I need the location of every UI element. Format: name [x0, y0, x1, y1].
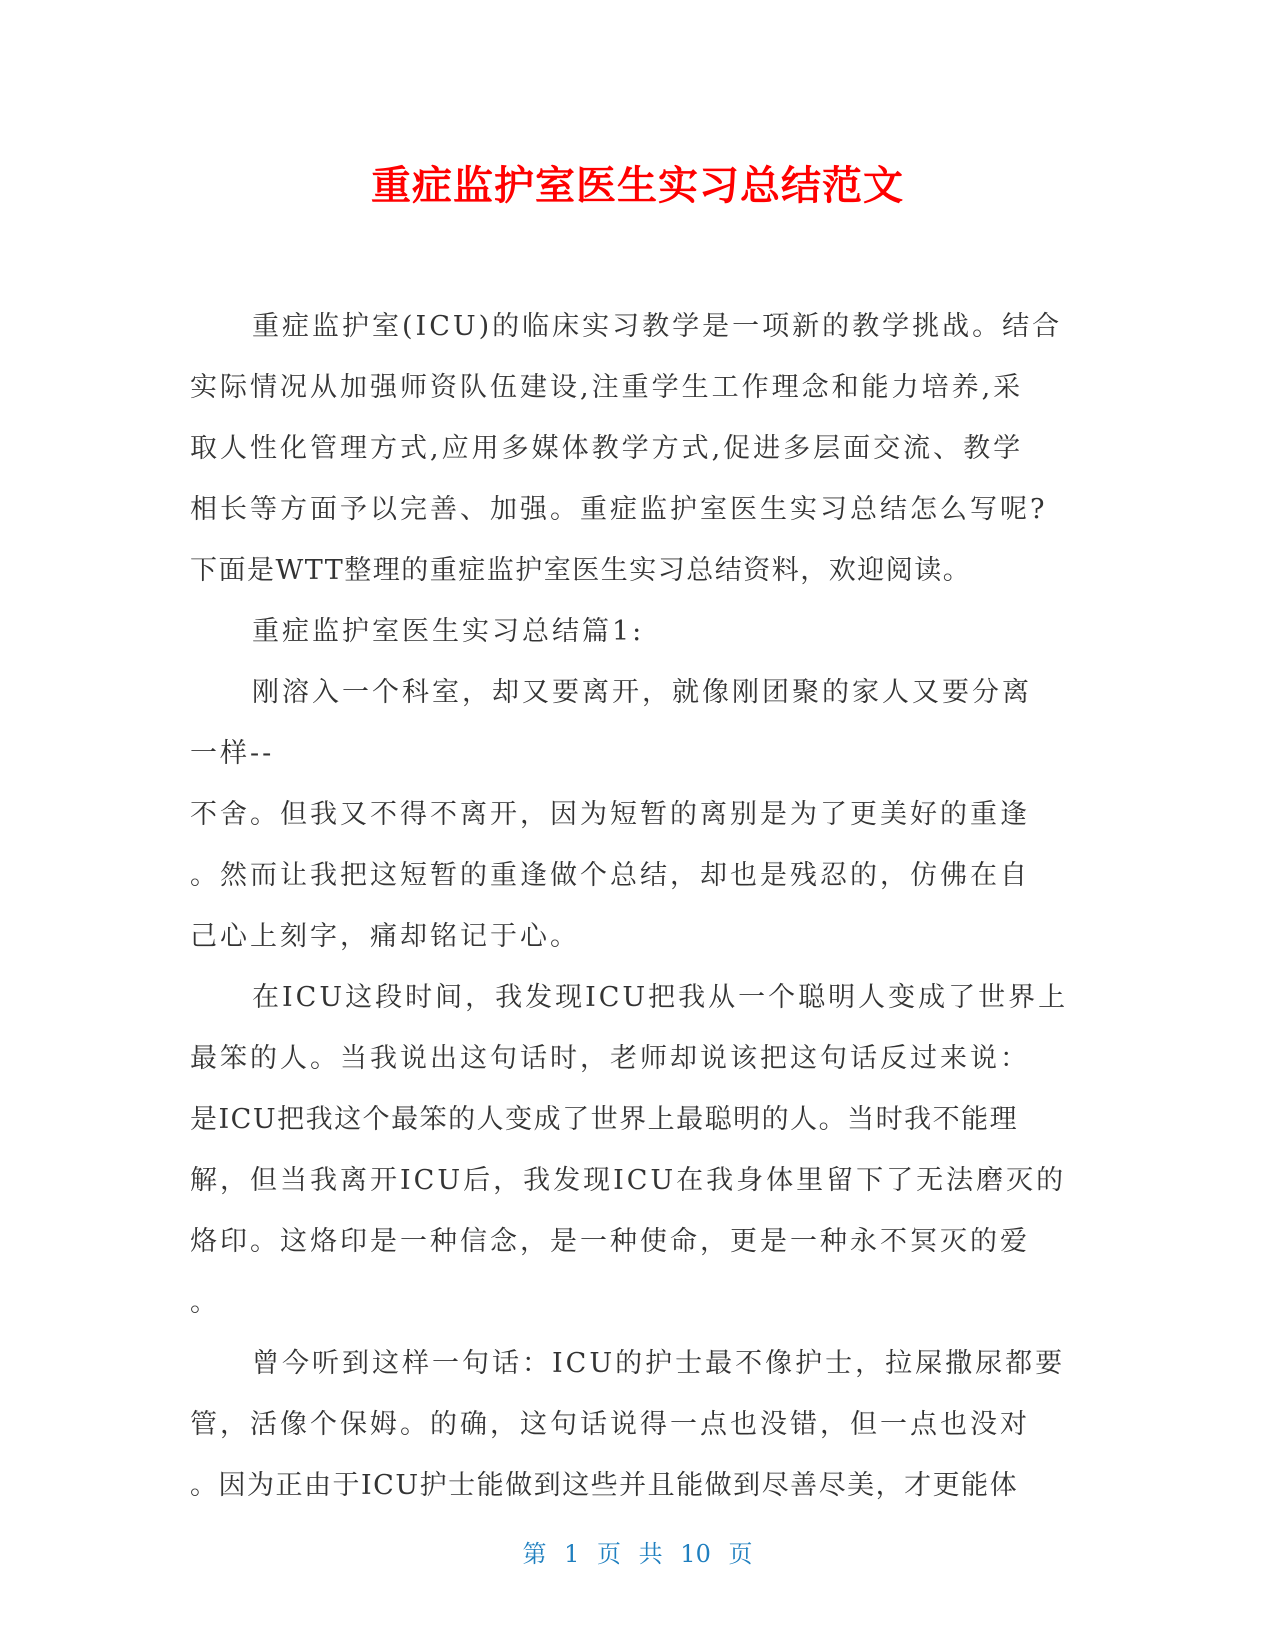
paragraph-line: 取人性化管理方式,应用多媒体教学方式,促进多层面交流、教学: [190, 433, 1024, 464]
paragraph-line: 不舍。但我又不得不离开，因为短暂的离别是为了更美好的重逢: [190, 799, 1030, 830]
document-title: 重症监护室医生实习总结范文: [371, 163, 904, 209]
paragraph-line: 。因为正由于ICU护士能做到这些并且能做到尽善尽美，才更能体: [190, 1470, 1019, 1501]
paragraph-line: 实际情况从加强师资队伍建设,注重学生工作理念和能力培养,采: [190, 372, 1024, 403]
paragraph-line: 相长等方面予以完善、加强。重症监护室医生实习总结怎么写呢?: [190, 494, 1048, 525]
paragraph-line: 刚溶入一个科室，却又要离开，就像刚团聚的家人又要分离: [252, 677, 1032, 708]
paragraph-line: 在ICU这段时间，我发现ICU把我从一个聪明人变成了世界上: [252, 982, 1069, 1013]
paragraph-line: 最笨的人。当我说出这句话时，老师却说该把这句话反过来说：: [190, 1043, 1030, 1074]
section-heading: 重症监护室医生实习总结篇1:: [252, 616, 645, 647]
paragraph-line: 解，但当我离开ICU后，我发现ICU在我身体里留下了无法磨灭的: [190, 1165, 1067, 1196]
paragraph-line: 一样--: [190, 738, 275, 769]
paragraph-line: 重症监护室(ICU)的临床实习教学是一项新的教学挑战。结合: [252, 311, 1063, 342]
paragraph-line: 烙印。这烙印是一种信念，是一种使命，更是一种永不冥灭的爱: [190, 1226, 1030, 1257]
paragraph-line: 管，活像个保姆。的确，这句话说得一点也没错，但一点也没对: [190, 1409, 1030, 1440]
document-body: [190, 296, 1080, 1516]
paragraph-line: 下面是WTT整理的重症监护室医生实习总结资料，欢迎阅读。: [190, 555, 972, 586]
paragraph-line: 己心上刻字，痛却铭记于心。: [190, 921, 580, 952]
paragraph-line: 。: [190, 1287, 220, 1318]
paragraph-line: 曾今听到这样一句话：ICU的护士最不像护士，拉屎撒尿都要: [252, 1348, 1066, 1379]
page-number-footer: 第 1 页 共 10 页: [522, 1540, 753, 1568]
paragraph-line: 。然而让我把这短暂的重逢做个总结，却也是残忍的，仿佛在自: [190, 860, 1030, 891]
paragraph-line: 是ICU把我这个最笨的人变成了世界上最聪明的人。当时我不能理: [190, 1104, 1019, 1135]
